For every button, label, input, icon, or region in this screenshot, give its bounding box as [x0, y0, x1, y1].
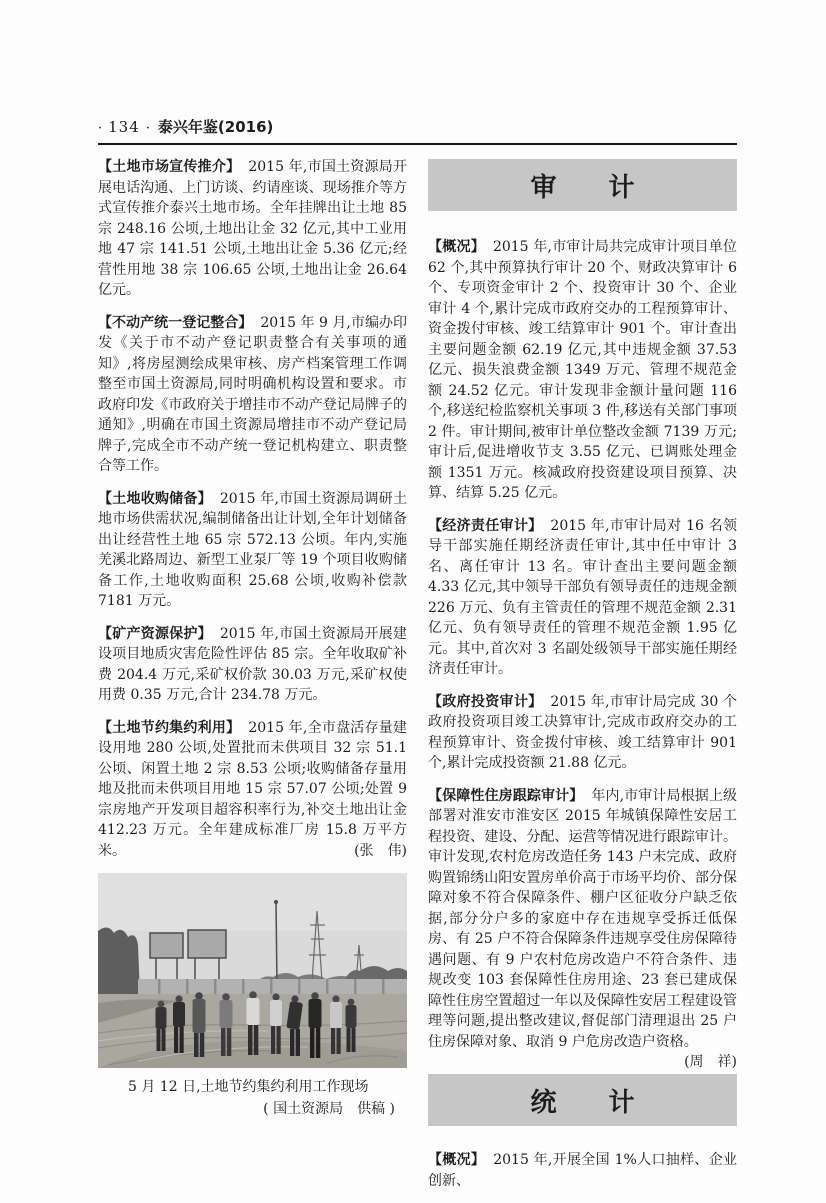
photo-caption	[98, 1076, 407, 1120]
section-title: 审 计	[530, 172, 635, 203]
article-real-estate-registration	[98, 313, 407, 477]
left-column	[98, 157, 407, 1203]
article-title: 【土地收购储备】	[98, 490, 212, 507]
section-header-statistics	[428, 1074, 737, 1126]
article-byline: (周 祥)	[684, 1054, 737, 1070]
right-column	[428, 157, 737, 1203]
article-body: 2015 年,全市盘活存量建设用地 280 公顷,处置批而未供项目 32 宗 51.1 公顷、闲置土地 2 宗 8.53 公顷;收购储备存量用地及批而未供项目用地 15 宗 57.07 公顷;处置 9 宗房地产开发项目超容积率行为,补交土地出让金 412.23 万元。全年建成标准厂房 15.8 万平方米。	[98, 719, 408, 859]
article-body: 2015 年,开展全国 1%人口抽样、企业创新、	[428, 1152, 737, 1189]
article-body: 2015 年,市审计局完成 30 个政府投资项目竣工决算审计,完成市政府交办的工程预算审计、资金拨付审核、竣工结算审计 901 个,累计完成投资额 21.88 亿元。	[428, 693, 737, 771]
photo-credit: ( 国土资源局 供稿 )	[263, 1101, 395, 1117]
article-title: 【政府投资审计】	[428, 693, 543, 710]
page-number: 134	[108, 118, 140, 136]
article-title: 【经济责任审计】	[428, 517, 543, 534]
article-audit-overview	[428, 237, 737, 504]
article-body: 2015 年 9 月,市编办印发《关于市不动产登记职责整合有关事项的通知》,将房屋测绘成果审核、房产档案管理工作调整至市国土资源局,同时明确机构设置和要求。市政府印发《市政府关于增挂市不动产登记局牌子的通知》,明确在市国土资源局增挂市不动产登记局牌子,完成全市不动产统一登记机构建立、职责整合等工作。	[98, 314, 408, 474]
article-body: 2015 年,市审计局共完成审计项目单位 62 个,其中预算执行审计 20 个、财政决算审计 6 个、专项资金审计 2 个、投资审计 30 个、企业审计 4 个,累计完成市政府交办的工程预算审计、资金拨付审核、竣工结算审计 901 个。审计查出主要问题金额 62.19 亿元,其中违规金额 37.53 亿元、损失浪费金额 1349 万元、管理不规范金额 24.52 亿元。审计发现非金额计量问题 116 个,移送纪检监察机关事项 3 件,移送有关部门事项 2 件。审计期间,被审计单位整改金额 7139 万元;审计后,促进增收节支 3.55 亿元、已调账处理金额 1351 万元。核减政府投资建设项目预算、决算、结算 5.25 亿元。	[428, 239, 738, 501]
article-land-purchase-reserve	[98, 489, 407, 612]
article-title: 【不动产统一登记整合】	[98, 314, 253, 331]
article-title: 【概况】	[428, 239, 485, 255]
article-body: 2015 年,市国土资源局调研土地市场供需状况,编制储备出让计划,全年计划储备出让经营性土地 65 宗 572.13 公顷。年内,实施羌溪北路周边、新型工业泵厂等 19 个项目收购储备工作,土地收购面积 25.68 公顷,收购补偿款 7181 万元。	[98, 490, 408, 609]
photo-land-use-site	[98, 873, 407, 1068]
two-column-layout	[98, 157, 737, 1203]
article-body: 2015 年,市国土资源局开展建设项目地质灾害危险性评估 85 宗。全年收取矿补费 204.4 万元,采矿权价款 30.03 万元,采矿权使用费 0.35 万元,合计 234.78 万元。	[98, 625, 408, 703]
article-body: 2015 年,市审计局对 16 名领导干部实施任期经济责任审计,其中任中审计 3 名、离任审计 13 名。审计查出主要问题金额 4.33 亿元,其中领导干部负有领导责任的违规金额 226 万元、负有主管责任的管理不规范金额 2.31 亿元、负有领导责任的管理不规范金额 1.95 亿元。其中,首次对 3 名副处级领导干部实施任期经济责任审计。	[428, 517, 737, 677]
photo-caption-text: 5 月 12 日,土地节约集约利用工作现场	[128, 1079, 369, 1095]
header-dot: ·	[98, 121, 103, 136]
article-title: 【矿产资源保护】	[98, 625, 212, 642]
article-title: 【土地市场宣传推介】	[98, 159, 241, 175]
article-economic-responsibility-audit	[428, 516, 737, 680]
book-title: 泰兴年鉴(2016)	[157, 118, 274, 136]
article-byline: (张 伟)	[354, 842, 407, 859]
article-title: 【概况】	[428, 1152, 486, 1168]
article-statistics-overview	[428, 1150, 737, 1191]
article-body: 2015 年,市国土资源局开展电话沟通、上门访谈、约请座谈、现场推介等方式宣传推介泰兴土地市场。全年挂牌出让土地 85 宗 248.16 公顷,土地出让金 32 亿元,其中工业用地 47 宗 141.51 公顷,土地出让金 5.36 亿元;经营性用地 38 宗 106.65 公顷,土地出让金 26.64 亿元。	[98, 159, 408, 298]
section-title: 统 计	[530, 1087, 635, 1118]
section-header-audit	[428, 159, 737, 211]
article-body: 年内,市审计局根据上级部署对淮安市淮安区 2015 年城镇保障性安居工程投资、建设、分配、运营等情况进行跟踪审计。审计发现,农村危房改造任务 143 户未完成、政府购置锦绣山阳安置房单价高于市场平均价、部分保障对象不符合保障条件、棚户区征收分户缺乏依据,部分分户多的家庭中存在违规享受拆迁低保房、有 25 户不符合保障条件违规享受住房保障待遇问题、有 9 户农村危房改造户不符合条件、违规改变 103 套保障性住房用途、23 套已建成保障性住房空置超过一年以及保障性安居工程建设管理等问题,提出整改建议,督促部门清理退出 25 户住房保障对象、取消 9 户危房改造户资格。	[428, 787, 738, 1050]
article-land-intensive-use	[98, 718, 407, 862]
article-title: 【保障性住房跟踪审计】	[428, 787, 584, 804]
article-land-market-promotion	[98, 157, 407, 301]
article-title: 【土地节约集约利用】	[98, 719, 241, 736]
page-header	[98, 116, 737, 145]
article-affordable-housing-audit	[428, 786, 738, 1070]
article-mineral-resources	[98, 624, 407, 706]
header-dot: ·	[145, 121, 150, 136]
article-government-investment-audit	[428, 692, 737, 774]
